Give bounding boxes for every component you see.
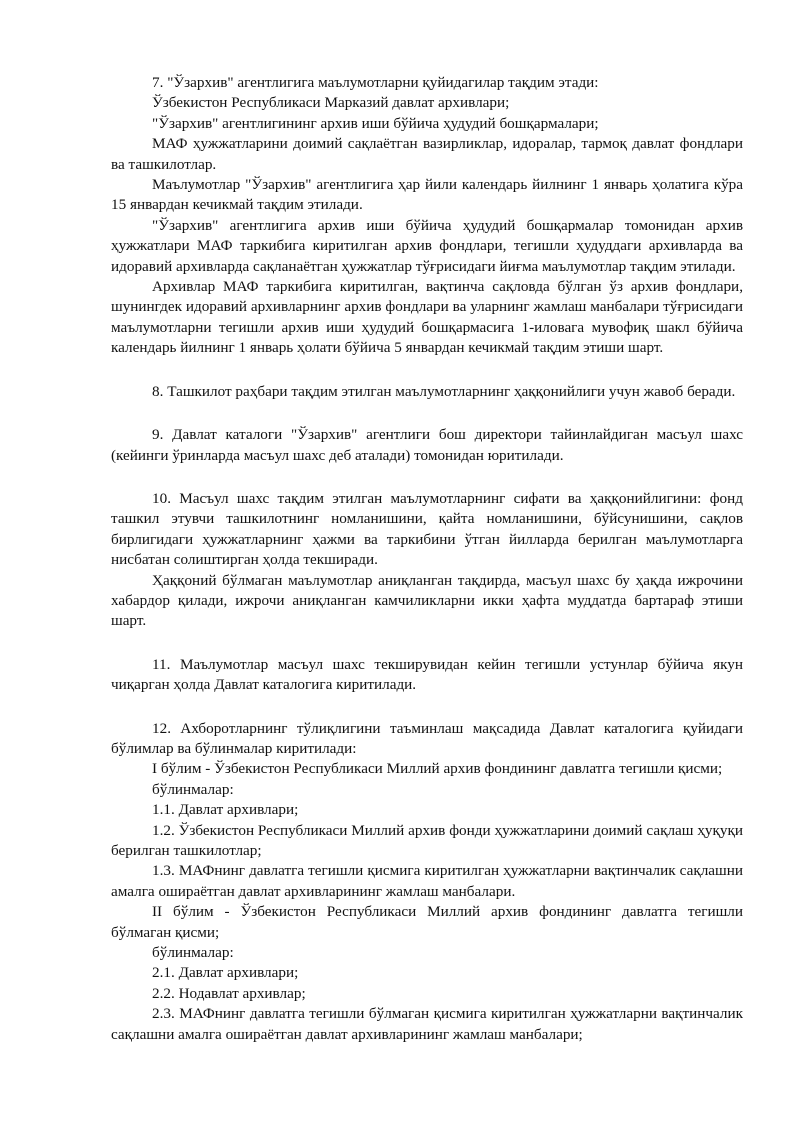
paragraph: Ҳаққоний бўлмаган маълумотлар аниқланган тақдирда, масъул шахс бу ҳақда ижрочини хабардор қилади, ижрочи аниқланган камчиликларни икки ҳафта муддатда бартараф этиши шарт. <box>111 571 743 630</box>
paragraph: I бўлим - Ўзбекистон Республикаси Миллий архив фондининг давлатга тегишли қисми; <box>152 760 723 778</box>
section-8 <box>111 382 743 402</box>
paragraph: 9. Давлат каталоги "Ўзархив" агентлиги бош директори тайинлайдиган масъул шахс (кейинги ўринларда масъул шахс деб аталади) томонидан юритилади. <box>111 426 743 464</box>
paragraph: II бўлим - Ўзбекистон Республикаси Миллий архив фондининг давлатга тегишли бўлмаган қисми; <box>111 903 743 941</box>
paragraph: 7. "Ўзархив" агентлигига маълумотларни қуйидагилар тақдим этади: <box>152 74 599 91</box>
paragraph: Ўзбекистон Республикаси Марказий давлат архивлари; <box>152 94 510 112</box>
paragraph: 2.2. Нодавлат архивлар; <box>152 984 306 1002</box>
paragraph: Маълумотлар "Ўзархив" агентлигига ҳар йили календарь йилнинг 1 январь ҳолатига кўра 15 январдан кечикмай тақдим этилади. <box>111 176 743 214</box>
section-12 <box>111 719 743 1046</box>
paragraph: 1.3. МАФнинг давлатга тегишли қисмига киритилган ҳужжатларни вақтинчалик сақлашни амалга ошираётган давлат архивларининг жамлаш манбалари. <box>111 862 743 900</box>
section-11 <box>111 655 743 696</box>
section-7 <box>111 73 743 359</box>
section-10 <box>111 489 743 632</box>
paragraph: 1.2. Ўзбекистон Республикаси Миллий архив фонди ҳужжатларини доимий сақлаш ҳуқуқи берилган ташкилотлар; <box>111 821 743 859</box>
paragraph: бўлинмалар: <box>152 944 234 962</box>
paragraph: бўлинмалар: <box>152 780 234 798</box>
paragraph: 1.1. Давлат архивлари; <box>152 801 299 819</box>
paragraph: 2.3. МАФнинг давлатга тегишли бўлмаган қисмига киритилган ҳужжатларни вақтинчалик сақлашни амалга ошираётган давлат архивларининг жамлаш манбалари; <box>111 1005 743 1043</box>
paragraph: 2.1. Давлат архивлари; <box>152 964 299 982</box>
paragraph: МАФ ҳужжатларини доимий сақлаётган вазирликлар, идоралар, тармоқ давлат фондлари ва ташкилотлар. <box>111 135 743 173</box>
section-9 <box>111 425 743 466</box>
paragraph: "Ўзархив" агентлигининг архив иши бўйича ҳудудий бошқармалари; <box>152 114 599 132</box>
paragraph: 10. Масъул шахс тақдим этилган маълумотларнинг сифати ва ҳаққонийлигини: фонд ташкил этувчи ташкилотнинг номланишини, қайта номланишини, бўйсунишини, сақлов бирлигидаги ҳужжатларнинг ҳажми ва таркибини ўтган йилларда берилган маълумотларга нисбатан солиштирган ҳолда текширади. <box>111 489 743 569</box>
paragraph: "Ўзархив" агентлигига архив иши бўйича ҳудудий бошқармалар томонидан архив ҳужжатлари МАФ таркибига киритилган архив фондлари, тегишли ҳудуддаги архивларда ва идоравий архивларда сақланаётган ҳужжатлар тўғрисидаги йиғма маълумотлар тақдим этилади. <box>111 216 743 275</box>
paragraph: 8. Ташкилот раҳбари тақдим этилган маълумотларнинг ҳаққонийлиги учун жавоб беради. <box>152 382 736 400</box>
paragraph: Архивлар МАФ таркибига киритилган, вақтинча сақловда бўлган ўз архив фондлари, шунингдек идоравий архивларнинг архив фондлари ва уларнинг жамлаш манбалари тўғрисидаги маълумотларни тегишли архив иши ҳудудий бошқармасига 1-иловага мувофиқ шакл бўйича календарь йилнинг 1 январь ҳолати бўйича 5 январдан кечикмай тақдим этиши шарт. <box>111 278 743 357</box>
paragraph: 11. Маълумотлар масъул шахс текширувидан кейин тегишли устунлар бўйича якун чиқарган ҳолда Давлат каталогига киритилади. <box>111 655 743 694</box>
paragraph: 12. Ахборотларнинг тўлиқлигини таъминлаш мақсадида Давлат каталогига қуйидаги бўлимлар ва бўлинмалар киритилади: <box>111 719 743 757</box>
